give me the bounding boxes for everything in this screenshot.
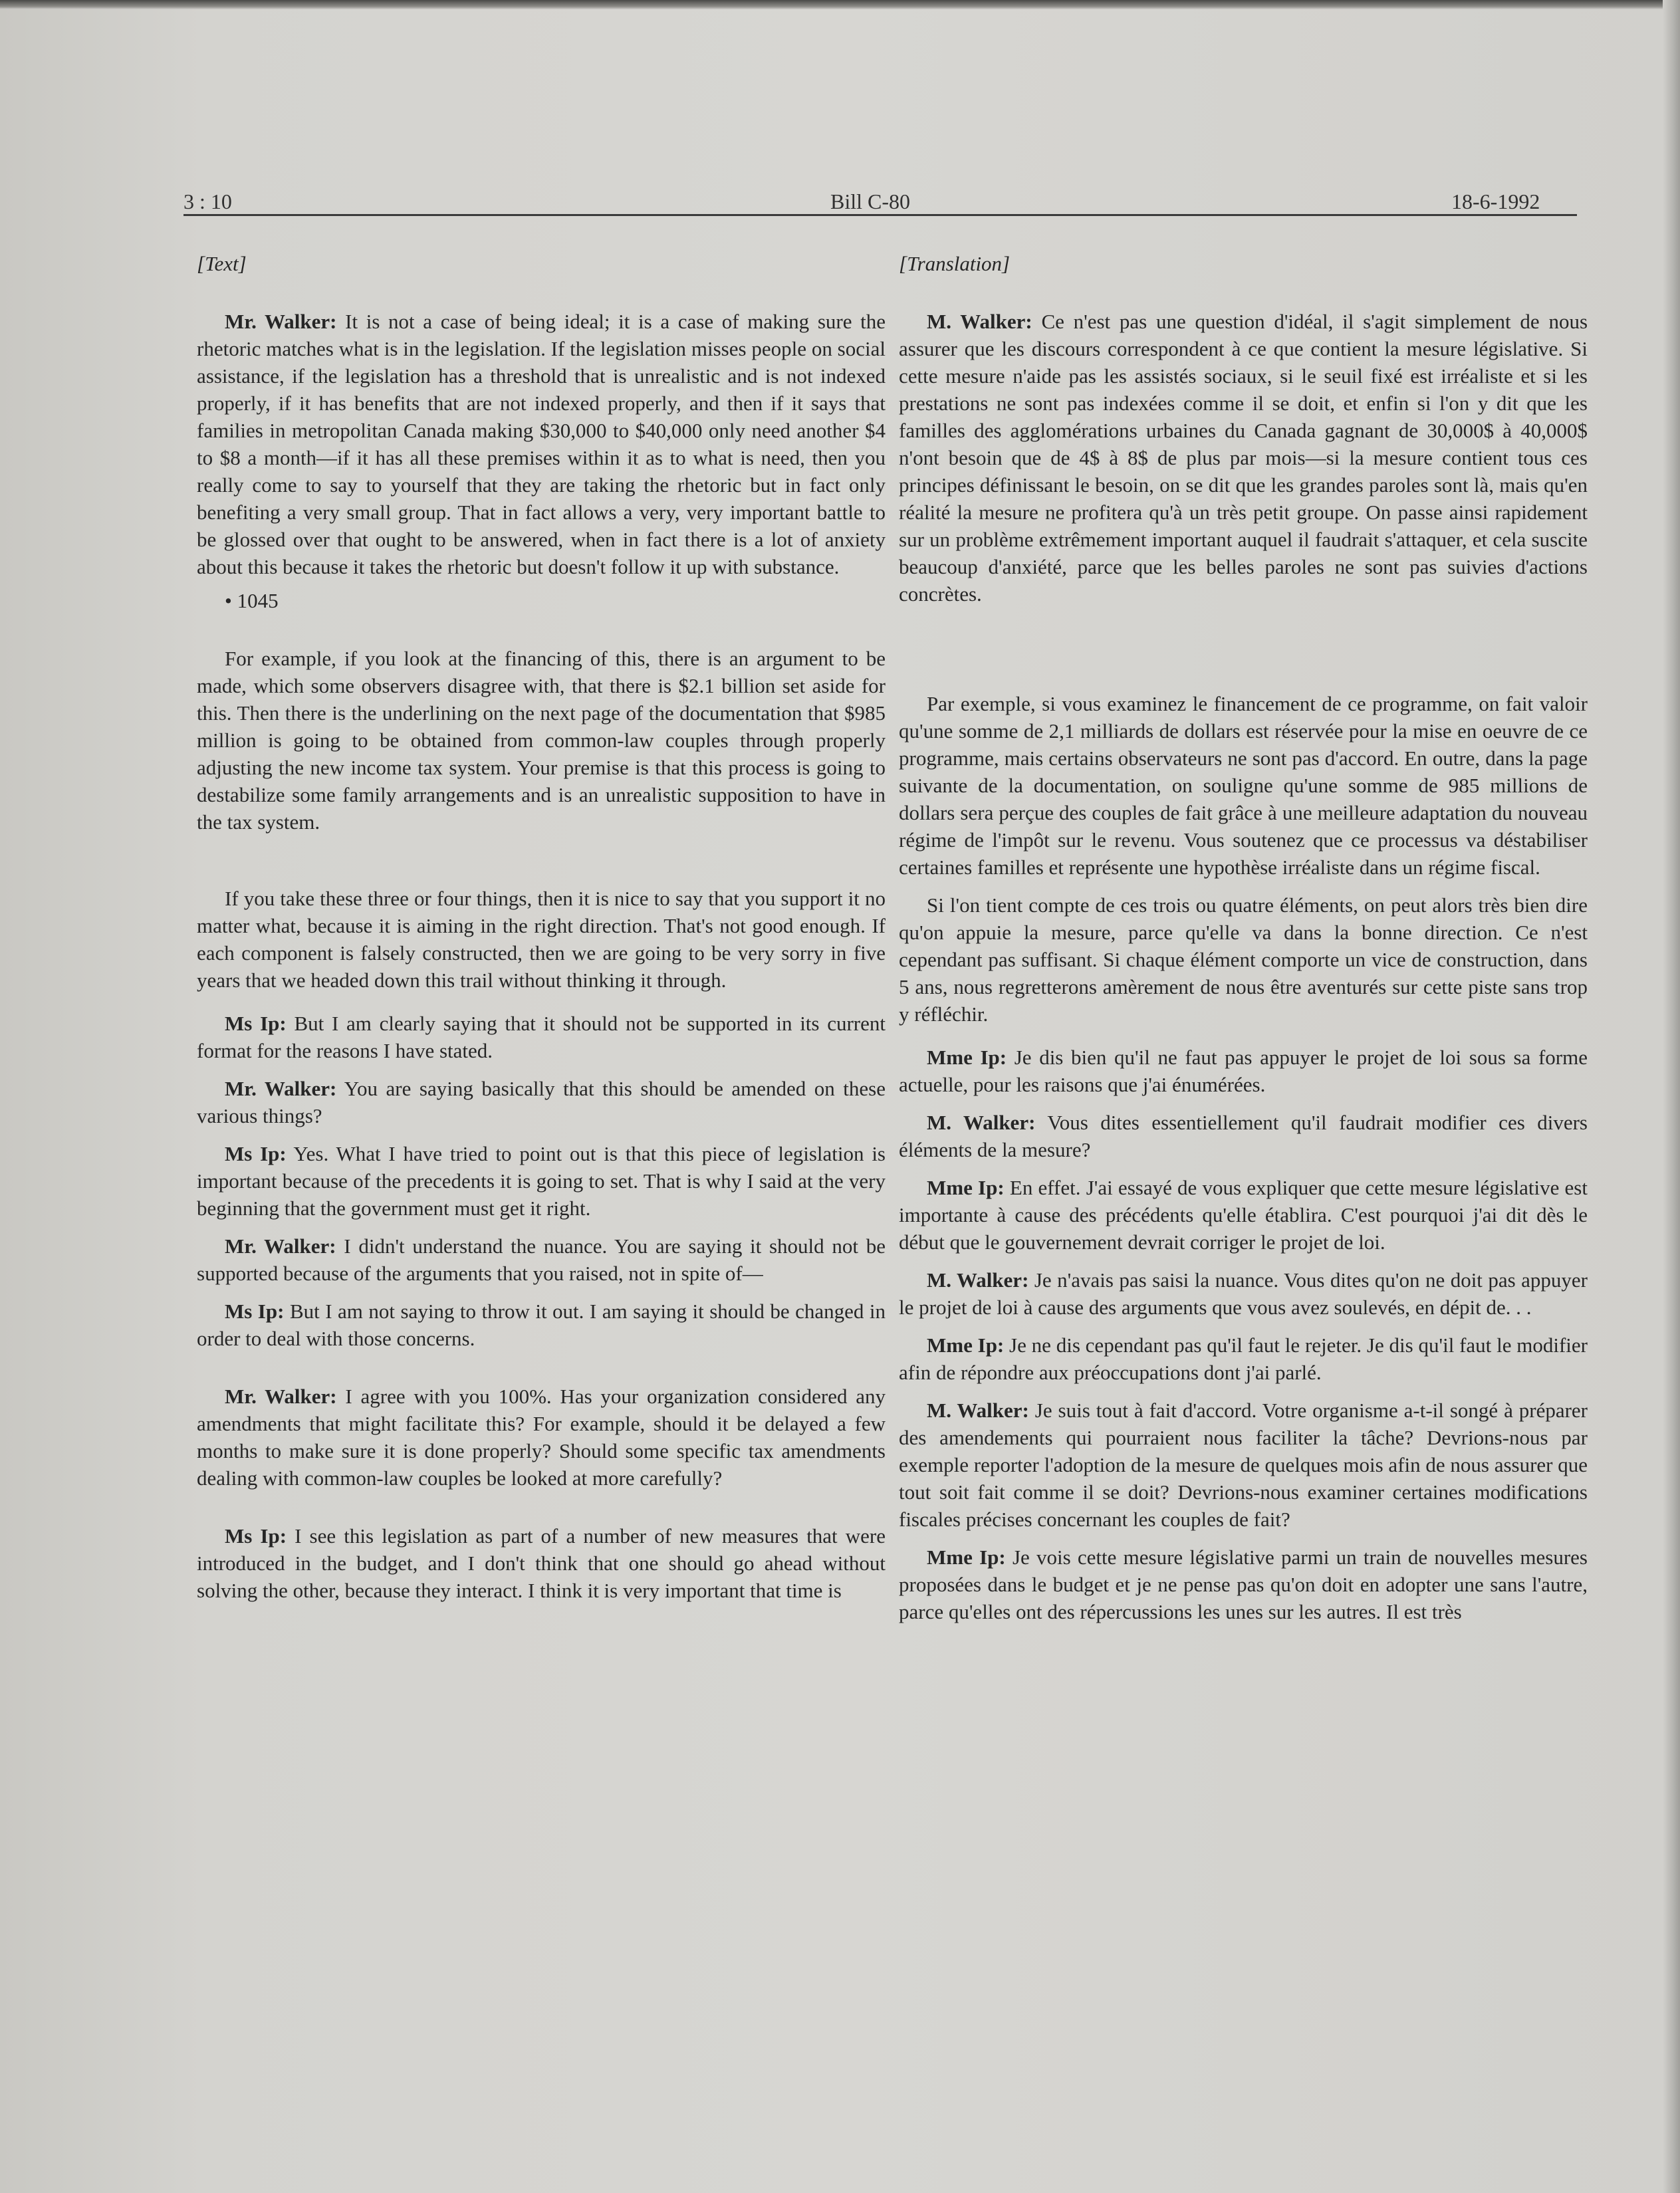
paragraph-text: But I am not saying to throw it out. I am saying it should be changed in order to deal with those concerns. (197, 1300, 886, 1350)
page-date: 18-6-1992 (1451, 189, 1540, 213)
speaker-name: Mr. Walker: (225, 310, 337, 333)
paragraph-text: For example, if you look at the financing of this, there is an argument to be made, which some observers disagree with, that there is $2.1 billion set aside for this. Then there is the underlining on the next page of the documentation that $985 million is going to be obtained from common-law couples through properly adjusting the new income tax system. Your premise is that this process is going to destabilize some family arrangements and is an unrealistic supposition to have in the tax system. (197, 647, 886, 834)
speaker-name: M. Walker: (927, 310, 1032, 333)
paragraph-text: I see this legislation as part of a number of new measures that were introduced in the budget, and I don't think that one should go ahead without solving the other, because they interact. I think it is very important that time is (197, 1524, 886, 1602)
page-top-edge (0, 0, 1680, 9)
paragraph-text: Je suis tout à fait d'accord. Votre organisme a-t-il songé à préparer des amendements qui pourraient nous faciliter la tâche? Devrions-nous par exemple reporter l'adoption de la mesure de quelques mois afin de nous assurer que tout soit fait comme il se doit? Devrions-nous examiner certaines modifications fiscales précises concernant les couples de fait? (899, 1399, 1588, 1531)
speaker-name: Mr. Walker: (225, 1077, 337, 1100)
page-number: 3 : 10 (183, 189, 232, 213)
speaker-name: Mme Ip: (927, 1176, 1005, 1199)
paragraph-text: Vous dites essentiellement qu'il faudrait modifier ces divers éléments de la mesure? (899, 1111, 1588, 1161)
paragraph-text: En effet. J'ai essayé de vous expliquer que cette mesure législative est importante à cause des précédents qu'elle établira. C'est pourquoi j'ai dit dès le début que le gouvernement devrait corriger le projet de loi. (899, 1176, 1588, 1254)
english-column (197, 250, 886, 1604)
speaker-name: Mr. Walker: (225, 1234, 336, 1258)
section-label-text: [Translation] (899, 252, 1011, 275)
french-column (899, 250, 1588, 1625)
section-label-text: [Text] (197, 252, 247, 275)
paragraph-text: Ce n'est pas une question d'idéal, il s'agit simplement de nous assurer que les discours correspondent à ce que contient la mesure législative. Si cette mesure n'aide pas les assistés sociaux, si le seuil fixé est irréaliste et si les prestations ne sont pas indexées comme il se doit, et enfin si l'on y dit que les familles des agglomérations urbaines du Canada gagnant de 30,000$ à 40,000$ n'ont besoin que de 4$ à 8$ de plus par mois—si la mesure contient tous ces principes définissant le besoin, on se dit que les grandes paroles sont là, mais qu'en réalité la mesure ne profitera qu'à un très petit groupe. On passe ainsi rapidement sur un problème extrêmement important auquel il faudrait s'attaquer, et cela suscite beaucoup d'anxiété, parce que les belles paroles ne sont pas suivies d'actions concrètes. (899, 310, 1588, 606)
paragraph-text: Je dis bien qu'il ne faut pas appuyer le projet de loi sous sa forme actuelle, pour les raisons que j'ai énumérées. (899, 1046, 1588, 1096)
paragraph (197, 645, 886, 836)
speaker-name: M. Walker: (927, 1111, 1036, 1134)
page-right-edge (1663, 0, 1680, 2193)
speaker-name: Ms Ip: (225, 1300, 285, 1323)
paragraph (899, 1109, 1588, 1163)
paragraph-text: Je n'avais pas saisi la nuance. Vous dites qu'on ne doit pas appuyer le projet de loi à cause des arguments que vous avez soulevés, en dépit de. . . (899, 1268, 1588, 1319)
paragraph-text: Yes. What I have tried to point out is that this piece of legislation is important because of the precedents it is going to set. That is why I said at the very beginning that the government must get it right. (197, 1142, 886, 1220)
paragraph-text: If you take these three or four things, then it is nice to say that you support it no matter what, because it is aiming in the right direction. That's not good enough. If each component is falsely constructed, then we are going to be very sorry in five years that we headed down this trail without thinking it through. (197, 887, 886, 992)
paragraph (899, 690, 1588, 881)
paragraph (197, 308, 886, 580)
paragraph-text: Je vois cette mesure législative parmi un train de nouvelles mesures proposées dans le budget et je ne pense pas qu'on doit en adopter une sans l'autre, parce qu'elles ont des répercussions les unes sur les autres. Il est très (899, 1546, 1588, 1623)
speaker-name: Mme Ip: (927, 1333, 1005, 1357)
paragraph (197, 1522, 886, 1604)
paragraph-text: Si l'on tient compte de ces trois ou quatre éléments, on peut alors très bien dire qu'on appuie la mesure, parce qu'elle va dans la bonne direction. Ce n'est cependant pas suffisant. Si chaque élément comporte un vice de construction, dans 5 ans, nous regretterons amèrement de nous être aventurés sur cette piste sans trop y réfléchir. (899, 893, 1588, 1026)
paragraph-text: It is not a case of being ideal; it is a case of making sure the rhetoric matches what is in the legislation. If the legislation misses people on social assistance, if the legislation has a threshold that is unrealistic and is not indexed properly, if it has benefits that are not indexed properly, and then if it says that families in metropolitan Canada making $30,000 to $40,000 only need another $4 to $8 a month—if it has all these premises within it as to what is need, then you really come to say to yourself that they are taking the rhetoric but in fact only benefiting a very small group. That in fact allows a very, very important battle to be glossed over that ought to be answered, when in fact there is a lot of anxiety about this because it takes the rhetoric but doesn't follow it up with substance. (197, 310, 886, 578)
paragraph (899, 1174, 1588, 1256)
paragraph (899, 1044, 1588, 1098)
paragraph (197, 1298, 886, 1352)
speaker-name: Ms Ip: (225, 1142, 287, 1165)
speaker-name: M. Walker: (927, 1399, 1029, 1422)
speaker-name: Mr. Walker: (225, 1385, 337, 1408)
paragraph (899, 891, 1588, 1028)
paragraph (197, 1010, 886, 1064)
paragraph (899, 1397, 1588, 1533)
paragraph-text: You are saying basically that this should be amended on these various things? (197, 1077, 886, 1127)
paragraph-text: I agree with you 100%. Has your organization considered any amendments that might facilitate this? For example, should it be delayed a few months to make sure it is done properly? Should some specific tax amendments dealing with common-law couples be looked at more carefully? (197, 1385, 886, 1490)
header-rule (183, 214, 1577, 216)
paragraph (197, 1140, 886, 1222)
speaker-name: Ms Ip: (225, 1524, 287, 1548)
speaker-name: Ms Ip: (225, 1012, 287, 1035)
paragraph (197, 1383, 886, 1492)
paragraph (899, 1266, 1588, 1321)
paragraph (197, 1075, 886, 1129)
speaker-name: M. Walker: (927, 1268, 1029, 1292)
paragraph-text: I didn't understand the nuance. You are saying it should not be supported because of the arguments that you raised, not in spite of— (197, 1234, 886, 1285)
paragraph (197, 885, 886, 994)
paragraph (197, 1232, 886, 1287)
bill-title: Bill C-80 (830, 189, 911, 213)
paragraph (899, 308, 1588, 608)
paragraph (899, 1544, 1588, 1625)
speaker-name: Mme Ip: (927, 1046, 1007, 1069)
speaker-name: Mme Ip: (927, 1546, 1006, 1569)
timestamp: • 1045 (225, 589, 279, 612)
paragraph-text: But I am clearly saying that it should not be supported in its current format for the reasons I have stated. (197, 1012, 886, 1062)
paragraph-text: Par exemple, si vous examinez le financement de ce programme, on fait valoir qu'une somme de 2,1 milliards de dollars est réservée pour la mise en oeuvre de ce programme, mais certains observateurs ne sont pas d'accord. En outre, dans la page suivante de la documentation, on souligne qu'une somme de 985 millions de dollars sera perçue des couples de fait grâce à une meilleure adaptation du nouveau régime de l'impôt sur le revenu. Vous soutenez que ce processus va déstabiliser certaines familles et représente une hypothèse irréaliste dans un régime fiscal. (899, 692, 1588, 879)
paragraph (899, 1331, 1588, 1386)
paragraph-text: Je ne dis cependant pas qu'il faut le rejeter. Je dis qu'il faut le modifier afin de répondre aux préoccupations dont j'ai parlé. (899, 1333, 1588, 1384)
